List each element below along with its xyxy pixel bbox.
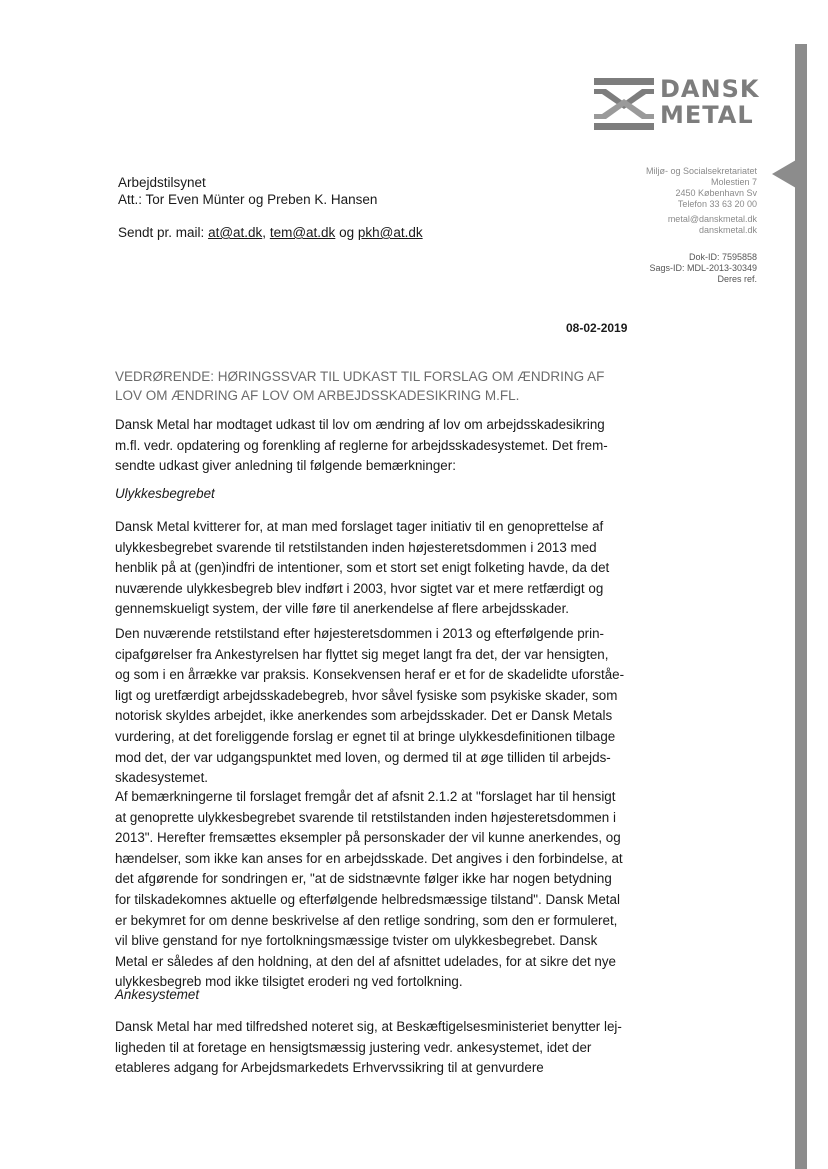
sender-city: 2450 København Sv (675, 188, 757, 198)
text-line: Metal er således af den holdning, at den del af afsnittet udelades, for at sikre det nye (115, 953, 616, 969)
text-line: og som i en årrække var praksis. Konsekvensen heraf er et for de skadelidte uforståe- (115, 667, 625, 683)
sender-street: Molestien 7 (710, 177, 757, 187)
text-line: 2013". Herefter fremsættes eksempler på personskader der vil kunne anerkendes, og (115, 830, 621, 846)
intro-paragraph (115, 415, 627, 477)
text-line: Af bemærkningerne til forslaget fremgår det af afsnit 2.1.2 at "forslaget har til hensigt (115, 789, 616, 804)
page-edge-tab (772, 160, 796, 188)
letter-date: 08-02-2019 (566, 321, 628, 335)
sender-dept: Miljø- og Socialsekretariatet (645, 166, 757, 176)
text-line: vil blive genstand for nye fortolkningsmæssige tvister om ulykkesbegrebet. Dansk (115, 933, 598, 949)
recipient-emails (118, 224, 423, 242)
text-line: gennemskueligt system, der ville føre til anerkendelse af flere arbejdsskader. (115, 601, 570, 617)
text-line: mod det, der var udgangspunktet med loven, og dermed til at øge tilliden til arbejds- (115, 749, 611, 765)
logo-line-2: METAL (660, 101, 754, 129)
doc-id: Dok-ID: 7595858 (688, 252, 757, 262)
logo-line-1: DANSK (660, 75, 760, 103)
text-line: Dansk Metal har med tilfredshed noteret sig, at Beskæftigelsesministeriet benytter lej- (115, 1019, 622, 1034)
text-line: for tilskadekomnes aktuelle og efterfølgende helbredsmæssige tilstand". Dansk Metal (115, 891, 620, 907)
sent-by-mail-label: Sendt pr. mail: (118, 225, 205, 240)
letter-subject: VEDRØRENDE: HØRINGSSVAR TIL UDKAST TIL FORSLAG OM ÆNDRING AF LOV OM ÆNDRING AF LOV OM ARBEJDSSKADESIKRING M.FL. (115, 369, 605, 403)
page-edge-strip (795, 44, 807, 1169)
section-heading-ankesystemet: Ankesystemet (115, 987, 200, 1002)
text-line: nuværende ulykkesbegreb blev indført i 2003, hvor sigtet var et mere retfærdigt og (115, 580, 604, 596)
section-heading-ulykkesbegrebet: Ulykkesbegrebet (115, 486, 215, 501)
recipient-org: Arbejdstilsynet (118, 175, 206, 190)
text-line: skadesystemet. (115, 770, 209, 786)
text-line: er bekymret for om denne beskrivelse af den retlige sondring, som den er formuleret, (115, 912, 618, 928)
text-line: notorisk skyldes arbejdet, ikke anerkendes som arbejdsskader. Det er Dansk Metals (115, 708, 613, 724)
dansk-metal-logo-icon (594, 78, 654, 130)
text-line: henblik på at (gen)indfri de intentioner, som et stort set enigt folketing havde, da det (115, 560, 610, 576)
text-line: ulykkesbegreb mod ikke tilsigtet eroderi ng ved fortolkning. (115, 974, 463, 990)
paragraph-3 (115, 787, 627, 993)
email-separator-og: og (339, 225, 355, 240)
email-link-pkh[interactable]: pkh@at.dk (357, 225, 423, 240)
text-line: vurdering, at det foreliggende forslag er egnet til at bringe ulykkesdefinitionen tilbage (115, 728, 616, 744)
text-line: Dansk Metal har modtaget udkast til lov om ændring af lov om arbejdsskadesikring (115, 417, 605, 432)
email-link-tem[interactable]: tem@at.dk (269, 225, 336, 240)
email-separator: , (262, 225, 267, 240)
recipient-att: Att.: Tor Even Münter og Preben K. Hansen (118, 192, 378, 207)
sender-email[interactable]: metal@danskmetal.dk (667, 214, 757, 224)
your-ref: Deres ref. (717, 274, 757, 284)
case-id: Sags-ID: MDL-2013-30349 (649, 263, 757, 273)
text-line: sendte udkast giver anledning til følgende bemærkninger: (115, 458, 456, 474)
email-link-at[interactable]: at@at.dk (208, 225, 263, 240)
text-line: Den nuværende retstilstand efter højesteretsdommen i 2013 og efterfølgende prin- (115, 626, 605, 641)
paragraph-4 (115, 1017, 627, 1079)
text-line: at genoprette ulykkesbegrebet svarende til retstilstanden inden højesteretsdommen i (115, 809, 616, 825)
sender-phone: Telefon 33 63 20 00 (677, 199, 757, 209)
text-line: ulykkesbegrebet svarende til retstilstanden inden højesteretsdommen i 2013 med (115, 539, 597, 555)
sender-web[interactable]: danskmetal.dk (698, 225, 757, 235)
text-line: etableres adgang for Arbejdsmarkedets Erhvervssikring til at genvurdere (115, 1060, 544, 1076)
text-line: det afgørende for sondringen er, "at de sidstnævnte følger ikke har nogen betydning (115, 871, 612, 887)
paragraph-1 (115, 517, 627, 620)
logo-wordmark (660, 76, 759, 128)
paragraph-2 (115, 624, 627, 789)
text-line: ligt og uretfærdigt arbejdsskadebegreb, hvor såvel fysiske som psykiske skader, som (115, 687, 618, 703)
text-line: cipafgørelser fra Ankestyrelsen har flyttet sig meget langt fra det, der var hensigten, (115, 646, 609, 662)
text-line: Dansk Metal kvitterer for, at man med forslaget tager initiativ til en genoprettelse af (115, 519, 604, 534)
text-line: hændelser, som ikke kan anses for en arbejdsskade. Det angives i den forbindelse, at (115, 850, 623, 866)
text-line: m.fl. vedr. opdatering og forenkling af reglerne for arbejdsskadesystemet. Det frem- (115, 437, 608, 453)
text-line: ligheden til at foretage en hensigtsmæssig justering vedr. ankesystemet, idet der (115, 1039, 592, 1055)
